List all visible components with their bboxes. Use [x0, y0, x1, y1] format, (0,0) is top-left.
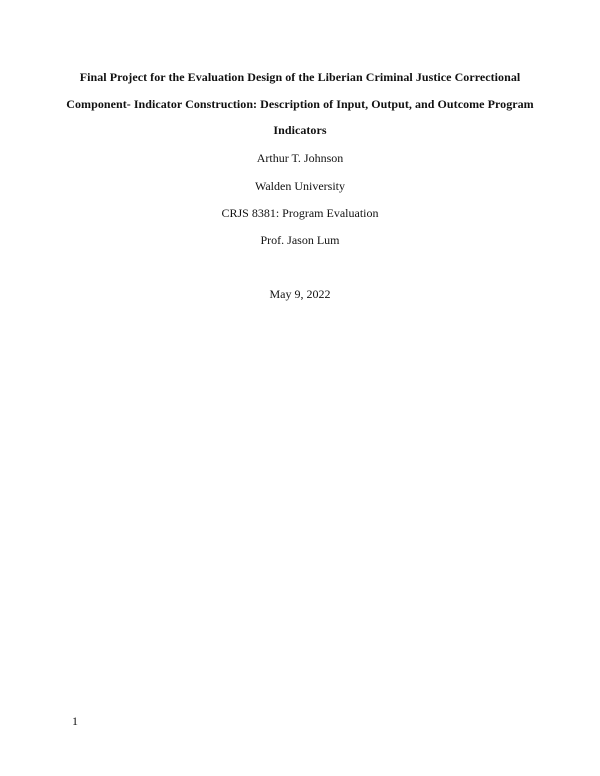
- page-number: 1: [72, 714, 78, 728]
- instructor-name: Prof. Jason Lum: [260, 233, 340, 247]
- document-title: [40, 64, 560, 144]
- title-line-1: Final Project for the Evaluation Design of the Liberian Criminal Justice Correctional: [79, 70, 521, 84]
- title-line-3: Indicators: [273, 123, 327, 137]
- title-line-2: Component- Indicator Construction: Description of Input, Output, and Outcome Program: [66, 96, 534, 111]
- submission-date: May 9, 2022: [269, 287, 331, 301]
- course-name: CRJS 8381: Program Evaluation: [221, 206, 379, 220]
- author-name: Arthur T. Johnson: [256, 151, 344, 165]
- institution-name: Walden University: [254, 179, 345, 193]
